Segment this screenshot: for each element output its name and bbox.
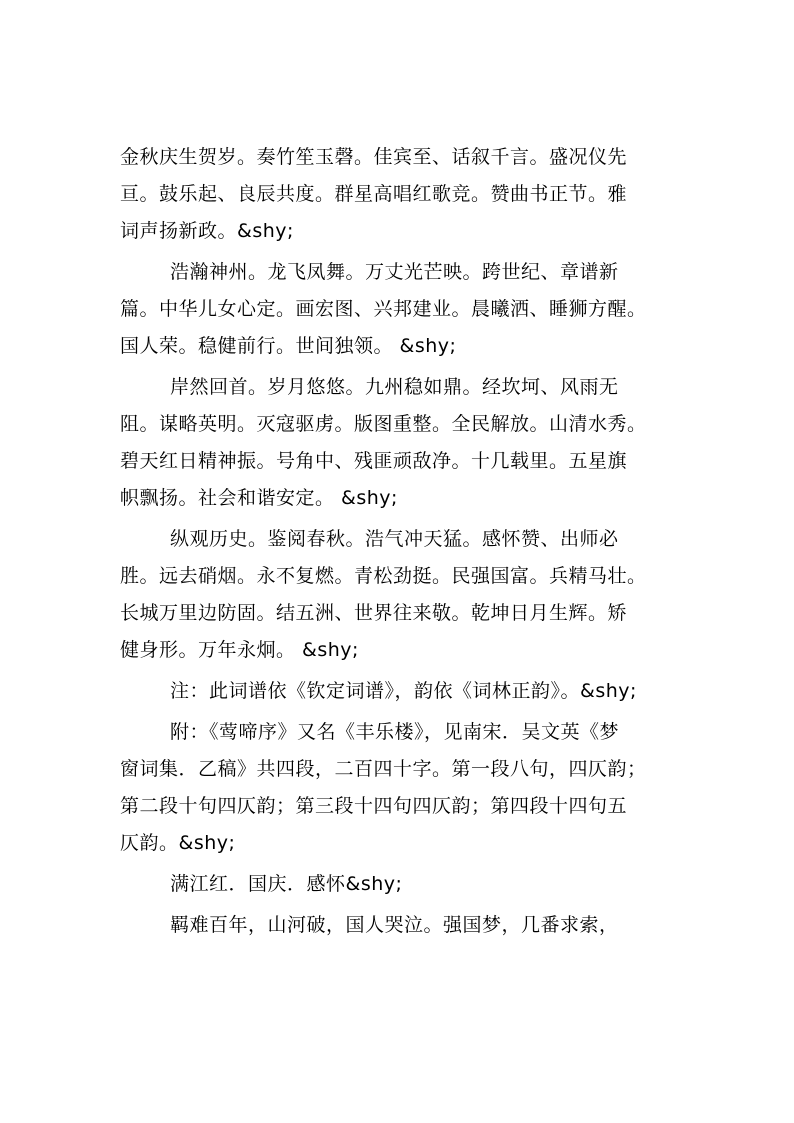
text-line: 窗词集．乙稿》共四段，二百四十字。第一段八句，四仄韵； bbox=[120, 758, 647, 780]
text-line: 长城万里边防固。结五洲、世界往来敬。乾坤日月生辉。矫 bbox=[120, 602, 628, 624]
text-line: 胜。远去硝烟。永不复燃。青松劲挺。民强国富。兵精马壮。 bbox=[120, 565, 647, 587]
poem-title-paragraph bbox=[120, 866, 690, 903]
text-line: 岸然回首。岁月悠悠。九州稳如鼎。经坎坷、风雨无 bbox=[170, 376, 619, 398]
text-line: 国人荣。稳健前行。世间独领。 &shy; bbox=[120, 335, 457, 357]
text-line: 注：此词谱依《钦定词谱》，韵依《词林正韵》。&shy; bbox=[170, 680, 637, 702]
text-line: 金秋庆生贺岁。奏竹笙玉磬。佳宾至、话叙千言。盛况仪先 bbox=[120, 146, 628, 168]
text-line: 健身形。万年永炯。 &shy; bbox=[120, 639, 359, 661]
paragraph-2 bbox=[120, 254, 690, 365]
document-body bbox=[120, 139, 690, 948]
text-line: 碧天红日精神振。号角中、残匪顽敌净。十几载里。五星旗 bbox=[120, 450, 628, 472]
paragraph-3 bbox=[120, 369, 690, 517]
text-line: 浩瀚神州。龙飞凤舞。万丈光芒映。跨世纪、章谱新 bbox=[170, 261, 619, 283]
text-line: 纵观历史。鉴阅春秋。浩气冲天猛。感怀赞、出师必 bbox=[170, 528, 619, 550]
text-line: 阻。谋略英明。灭寇驱虏。版图重整。全民解放。山清水秀。 bbox=[120, 413, 647, 435]
text-line: 帜飘扬。社会和谐安定。 &shy; bbox=[120, 487, 398, 509]
text-line: 第二段十句四仄韵；第三段十四句四仄韵；第四段十四句五 bbox=[120, 795, 628, 817]
paragraph-4 bbox=[120, 521, 690, 669]
paragraph-1 bbox=[120, 139, 690, 250]
text-line: 篇。中华儿女心定。画宏图、兴邦建业。晨曦洒、睡狮方醒。 bbox=[120, 298, 647, 320]
text-line: 满江红．国庆．感怀&shy; bbox=[170, 873, 403, 895]
text-line: 附：《莺啼序》又名《丰乐楼》，见南宋．吴文英《梦 bbox=[170, 721, 620, 743]
text-line: 羁难百年，山河破，国人哭泣。强国梦，几番求索， bbox=[170, 914, 619, 936]
text-line: 亘。鼓乐起、良辰共度。群星高唱红歌竞。赞曲书正节。雅 bbox=[120, 183, 628, 205]
note-paragraph bbox=[120, 673, 690, 710]
text-line: 仄韵。&shy; bbox=[120, 832, 236, 854]
poem-first-line-paragraph bbox=[120, 907, 690, 944]
appendix-paragraph bbox=[120, 714, 690, 862]
text-line: 词声扬新政。&shy; bbox=[120, 220, 294, 242]
